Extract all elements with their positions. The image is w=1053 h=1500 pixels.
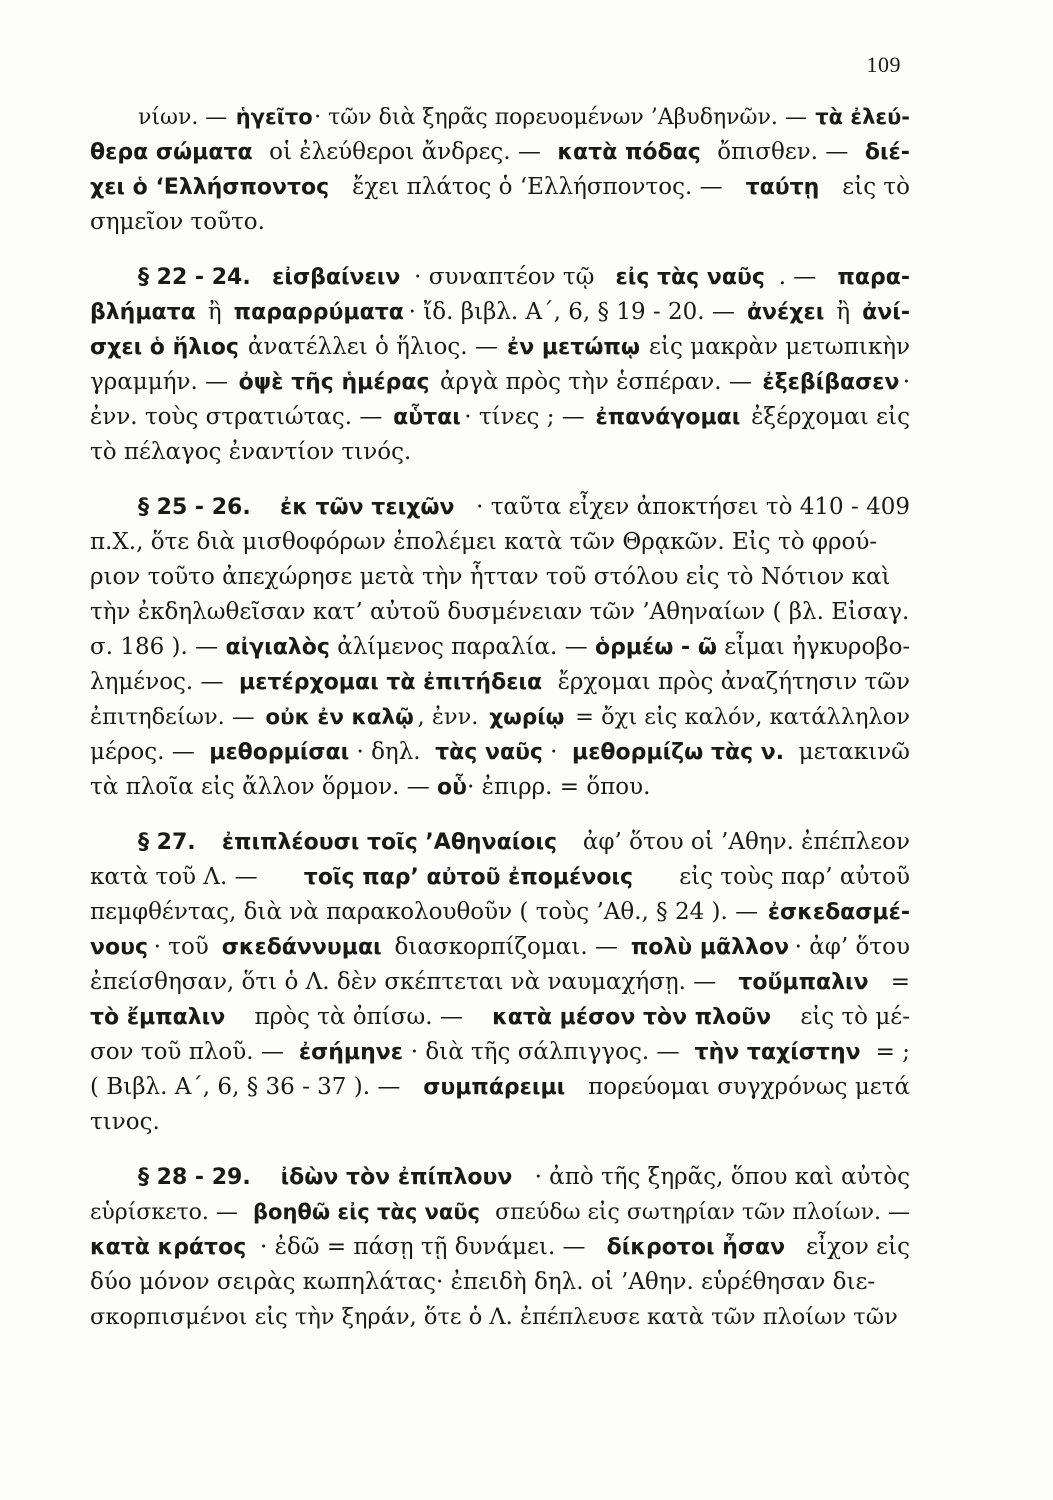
text-segment: · bbox=[550, 739, 565, 765]
text-segment: εἰς τοὺς παρ’ αὐτοῦ bbox=[671, 864, 910, 890]
text-segment: τὴν ἐκδηλωθεῖσαν κατ’ αὐτοῦ δυσμένειαν τῶν ’Αθηναίων ( βλ. Εἰσαγ. bbox=[90, 599, 910, 625]
bold-lemma: συμπάρειμι bbox=[423, 1075, 566, 1100]
text-segment: ριον τοῦτο ἀπεχώρησε μετὰ τὴν ἧτταν τοῦ στόλου εἰς τὸ Νότιον καὶ bbox=[90, 564, 891, 590]
text-segment: σκορπισμένοι εἰς τὴν ξηράν, ὅτε ὁ Λ. ἐπέπλευσε κατὰ τῶν πλοίων τῶν bbox=[90, 1304, 898, 1330]
text-segment: εἰς τὸ bbox=[834, 174, 910, 200]
text-line bbox=[90, 895, 910, 930]
text-segment: · δηλ. bbox=[356, 739, 428, 765]
bold-lemma: εἰς τὰς ναῦς bbox=[615, 265, 765, 290]
paragraph bbox=[90, 490, 910, 805]
text-segment: ἐπιτηδείων. — bbox=[90, 704, 262, 730]
text-segment: ( Βιβλ. Α΄, 6, § 36 - 37 ). — bbox=[90, 1074, 408, 1100]
bold-lemma: § 25 - 26. bbox=[138, 495, 259, 520]
text-segment: κατὰ τοῦ Λ. — bbox=[90, 864, 265, 890]
bold-lemma: ἐσήμηνε bbox=[298, 1040, 403, 1065]
text-segment: · ταῦτα εἶχεν ἀποκτήσει τὸ 410 - 409 bbox=[476, 494, 910, 520]
text-segment: λημένος. — bbox=[90, 669, 231, 695]
text-segment: ἀργὰ πρὸς τὴν ἑσπέραν. — bbox=[432, 369, 760, 395]
text-line bbox=[90, 525, 910, 560]
text-segment: γραμμήν. — bbox=[90, 369, 236, 395]
bold-lemma: νους bbox=[90, 935, 148, 960]
text-segment: ἐξέρχομαι εἰς bbox=[743, 404, 910, 430]
text-line bbox=[90, 665, 910, 700]
text-line bbox=[90, 100, 910, 135]
text-segment: δύο μόνον σειρὰς κωπηλάτας· ἐπειδὴ δηλ. οἱ ’Αθην. εὑρέθησαν διε- bbox=[90, 1269, 876, 1295]
text-segment: = ; bbox=[868, 1039, 910, 1065]
bold-lemma: ὁρμέω - ῶ bbox=[594, 635, 717, 660]
page-number: 109 bbox=[866, 52, 901, 77]
text-segment: · τοῦ bbox=[153, 934, 217, 960]
bold-lemma: § 27. bbox=[138, 830, 204, 855]
bold-lemma: ἀνί- bbox=[862, 300, 910, 325]
text-segment: τὸ πέλαγος ἐναντίον τινός. bbox=[90, 439, 412, 465]
bold-lemma: οὗ bbox=[437, 775, 467, 800]
text-segment: εἶχον εἰς bbox=[798, 1234, 910, 1260]
text-line bbox=[90, 1160, 910, 1195]
bold-lemma: βοηθῶ εἰς τὰς ναῦς bbox=[253, 1200, 480, 1224]
text-segment: π.Χ., ὅτε διὰ μισθοφόρων ἐπολέμει κατὰ τῶν Θρᾳκῶν. Εἰς τὸ φρού- bbox=[90, 529, 878, 555]
paragraph bbox=[90, 825, 910, 1140]
text-segment: · ἐπιρρ. = ὅπου. bbox=[466, 774, 651, 800]
text-line bbox=[90, 700, 910, 735]
text-line bbox=[90, 595, 910, 630]
bold-lemma: σκεδάννυμαι bbox=[221, 935, 382, 960]
bold-lemma: τὸ ἔμπαλιν bbox=[90, 1005, 226, 1030]
text-segment: = ὄχι εἰς καλόν, κατάλληλον bbox=[567, 704, 910, 730]
bold-lemma: χει ὁ ‘Ελλήσποντος bbox=[90, 175, 330, 200]
text-segment: εὑρίσκετο. — bbox=[90, 1200, 245, 1225]
text-segment: · ἀφ’ ὅτου bbox=[794, 934, 910, 960]
text-segment: · ἴδ. βιβλ. Α΄, 6, § 19 - 20. — bbox=[408, 299, 743, 325]
text-segment: ἢ bbox=[829, 299, 858, 325]
text-line bbox=[90, 205, 910, 240]
text-segment: ἀφ’ ὅτου οἱ ’Αθην. ἐπέπλεον bbox=[575, 829, 910, 855]
text-segment: · τῶν διὰ ξηρᾶς πορευομένων ’Αβυδηνῶν. — bbox=[314, 105, 814, 130]
text-segment: οἱ ἐλεύθεροι ἄνδρες. — bbox=[261, 139, 549, 165]
text-segment: μετακινῶ bbox=[791, 739, 910, 765]
bold-lemma: ἐν μετώπῳ bbox=[506, 335, 640, 360]
text-line bbox=[90, 1035, 910, 1070]
bold-lemma: θερα σώματα bbox=[90, 140, 253, 165]
bold-lemma: κατὰ μέσον τὸν πλοῦν bbox=[492, 1005, 772, 1030]
bold-lemma: μεθορμίζω τὰς ν. bbox=[572, 740, 785, 765]
bold-lemma: σχει ὁ ἥλιος bbox=[90, 335, 239, 360]
text-segment: πεμφθέντας, διὰ νὰ παρακολουθοῦν ( τοὺς ’Αθ., § 24 ). — bbox=[90, 899, 766, 925]
text-segment: · ἀπὸ τῆς ξηρᾶς, ὅπου καὶ αὐτὸς bbox=[534, 1164, 910, 1190]
bold-lemma: οὐκ ἐν καλῷ bbox=[265, 705, 414, 730]
text-line bbox=[90, 170, 910, 205]
bold-lemma: τοῖς παρ’ αὐτοῦ ἐπομένοις bbox=[303, 865, 634, 890]
text-segment: , ἐνν. bbox=[417, 704, 486, 730]
text-segment: . — bbox=[778, 264, 824, 290]
text-segment: νίων. — bbox=[138, 105, 235, 130]
text-segment: · τίνες ; — bbox=[464, 404, 593, 430]
bold-lemma: ἐπανάγομαι bbox=[595, 405, 741, 430]
bold-lemma: τὴν ταχίστην bbox=[694, 1040, 861, 1065]
bold-lemma: ταύτῃ bbox=[745, 175, 820, 200]
text-segment: εἰς μακρὰν μετωπικὴν bbox=[641, 334, 910, 360]
text-line bbox=[90, 1300, 910, 1335]
bold-lemma: παρα- bbox=[837, 265, 910, 290]
text-line bbox=[90, 1000, 910, 1035]
bold-lemma: § 22 - 24. bbox=[138, 265, 259, 290]
text-line bbox=[90, 1195, 910, 1230]
commentary-text bbox=[90, 100, 910, 1335]
bold-lemma: μετέρχομαι τὰ ἐπιτήδεια bbox=[239, 670, 543, 695]
text-line bbox=[90, 825, 910, 860]
bold-lemma: ἐσκεδασμέ- bbox=[767, 900, 910, 925]
text-line bbox=[90, 400, 910, 435]
bold-lemma: πολὺ μᾶλλον bbox=[630, 935, 790, 960]
text-line bbox=[90, 435, 910, 470]
bold-lemma: διέ- bbox=[864, 140, 910, 165]
text-segment: ἔχει πλάτος ὁ ‘Ελλήσποντος. — bbox=[344, 174, 730, 200]
text-segment: εἰς τὸ μέ- bbox=[793, 1004, 910, 1030]
bold-lemma: κατὰ πόδας bbox=[557, 140, 701, 165]
text-line bbox=[90, 965, 910, 1000]
text-segment: · συναπτέον τῷ bbox=[414, 264, 602, 290]
text-line bbox=[90, 295, 910, 330]
text-segment: σημεῖον τοῦτο. bbox=[90, 209, 265, 235]
bold-lemma: κατὰ κράτος bbox=[90, 1235, 247, 1260]
text-line bbox=[90, 365, 910, 400]
bold-lemma: τὰς ναῦς bbox=[435, 740, 543, 765]
text-line bbox=[90, 735, 910, 770]
text-segment: σ. 186 ). — bbox=[90, 634, 226, 660]
text-segment: τὰ πλοῖα εἰς ἄλλον ὅρμον. — bbox=[90, 774, 437, 800]
text-line bbox=[90, 860, 910, 895]
bold-lemma: ἐξεβίβασεν bbox=[762, 370, 900, 395]
bold-lemma: δίκροτοι ἦσαν bbox=[606, 1235, 786, 1260]
text-line bbox=[90, 630, 910, 665]
text-segment: σπεύδω εἰς σωτηρίαν τῶν πλοίων. — bbox=[488, 1200, 910, 1225]
text-segment: τινος. bbox=[90, 1109, 160, 1135]
text-line bbox=[90, 1105, 910, 1140]
text-segment: σον τοῦ πλοῦ. — bbox=[90, 1039, 292, 1065]
text-segment: ἀνατέλλει ὁ ἥλιος. — bbox=[240, 334, 506, 360]
text-line bbox=[90, 930, 910, 965]
text-segment: · διὰ τῆς σάλπιγγος. — bbox=[410, 1039, 687, 1065]
text-segment: μέρος. — bbox=[90, 739, 203, 765]
text-line bbox=[90, 330, 910, 365]
text-segment: · ἐδῶ = πάσῃ τῇ δυνάμει. — bbox=[260, 1234, 593, 1260]
text-segment: εἶμαι ἠγκυροβο- bbox=[716, 634, 911, 660]
text-segment: διασκορπίζομαι. — bbox=[387, 934, 626, 960]
text-segment: ἀλίμενος παραλία. — bbox=[329, 634, 595, 660]
bold-lemma: τὰ ἐλεύ- bbox=[815, 105, 910, 129]
text-line bbox=[90, 770, 910, 805]
text-line bbox=[90, 260, 910, 295]
text-segment: · bbox=[902, 369, 910, 395]
text-line bbox=[90, 560, 910, 595]
bold-lemma: ὀψὲ τῆς ἡμέρας bbox=[238, 370, 430, 395]
bold-lemma: ἐπιπλέουσι τοῖς ’Αθηναίοις bbox=[221, 830, 557, 855]
paragraph bbox=[90, 1160, 910, 1335]
text-segment: ἔρχομαι πρὸς ἀναζήτησιν τῶν bbox=[550, 669, 910, 695]
bold-lemma: παραρρύματα bbox=[233, 300, 404, 325]
text-line bbox=[90, 1230, 910, 1265]
bold-lemma: ἀνέχει bbox=[746, 300, 825, 325]
text-segment: = bbox=[883, 969, 910, 995]
text-segment: πρὸς τὰ ὀπίσω. — bbox=[247, 1004, 471, 1030]
text-line bbox=[90, 490, 910, 525]
bold-lemma: τοὔμπαλιν bbox=[738, 970, 869, 995]
text-line bbox=[90, 135, 910, 170]
paragraph bbox=[90, 260, 910, 470]
text-segment: ἢ bbox=[200, 299, 229, 325]
text-segment: πορεύομαι συγχρόνως μετά bbox=[580, 1074, 910, 1100]
text-segment: ἐνν. τοὺς στρατιώτας. — bbox=[90, 404, 390, 430]
bold-lemma: αὗται bbox=[393, 405, 461, 430]
bold-lemma: μεθορμίσαι bbox=[209, 740, 350, 765]
bold-lemma: ἰδὼν τὸν ἐπίπλουν bbox=[280, 1165, 513, 1190]
bold-lemma: βλήματα bbox=[90, 300, 196, 325]
bold-lemma: § 28 - 29. bbox=[138, 1165, 259, 1190]
bold-lemma: ἡγεῖτο bbox=[235, 105, 313, 129]
text-segment: ὄπισθεν. — bbox=[709, 139, 856, 165]
text-line bbox=[90, 1070, 910, 1105]
text-segment: ἐπείσθησαν, ὅτι ὁ Λ. δὲν σκέπτεται νὰ ναυμαχήσῃ. — bbox=[90, 969, 724, 995]
text-line bbox=[90, 1265, 910, 1300]
bold-lemma: αἰγιαλὸς bbox=[225, 635, 330, 660]
bold-lemma: ἐκ τῶν τειχῶν bbox=[279, 495, 455, 520]
paragraph bbox=[90, 100, 910, 240]
bold-lemma: χωρίῳ bbox=[489, 705, 565, 730]
bold-lemma: εἰσβαίνειν bbox=[272, 265, 401, 290]
